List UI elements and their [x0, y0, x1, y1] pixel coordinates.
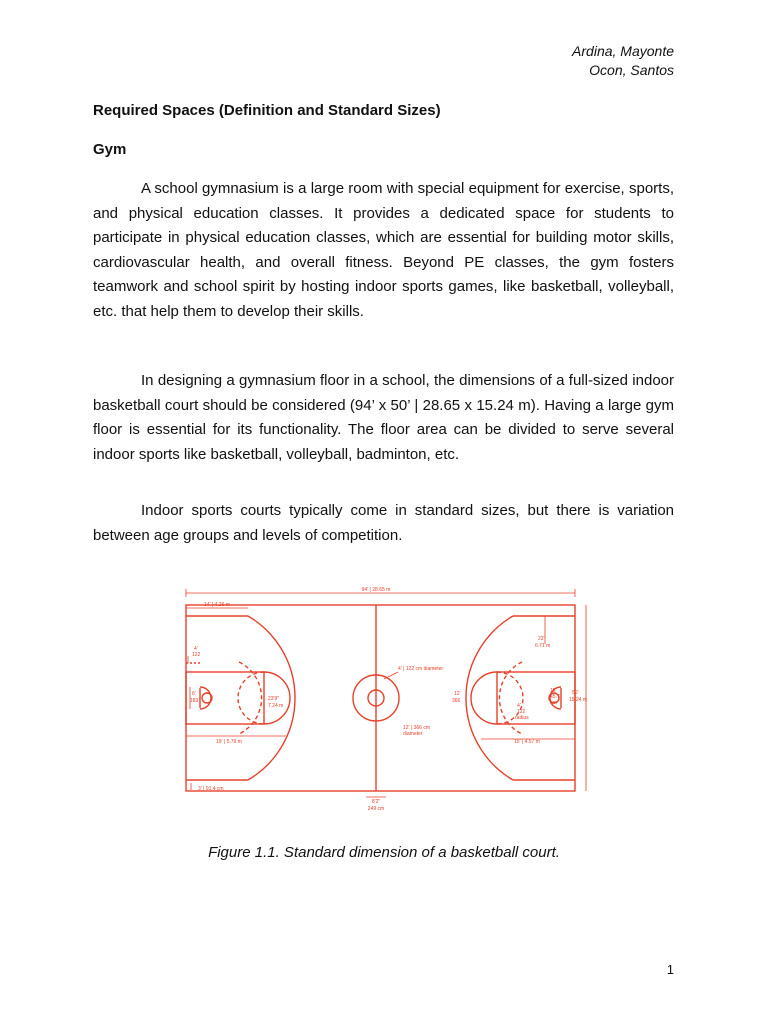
label-board-offset-cm: 122 — [192, 652, 201, 658]
label-ft-distance: 23'9" — [268, 696, 280, 702]
label-ft-circle-2: 45.7 — [550, 694, 560, 700]
label-lane-width-right-cm: 366 — [452, 698, 461, 704]
label-corner: 3' | 91.4 cm — [198, 786, 224, 792]
label-center-circle: 4' | 122 cm diameter — [398, 666, 444, 672]
label-center-big-circle-2: diameter — [403, 731, 423, 737]
right-lane — [497, 672, 575, 724]
label-baseline-to-3pt: 14' | 4.26 m — [204, 602, 230, 608]
label-ft-distance-m: 7.24 m — [268, 703, 284, 709]
label-restricted-2: 122 — [517, 709, 526, 715]
court-boundary — [186, 605, 575, 791]
label-three-point-radius: 22' — [538, 636, 545, 642]
right-ft-circle — [471, 672, 497, 724]
label-width: 50' — [572, 690, 579, 696]
label-bench-1: 8'2" — [371, 799, 381, 805]
author-line-1: Ardina, Mayonte — [572, 43, 674, 59]
label-lane-length-right: 15' | 4.57 m — [514, 739, 540, 745]
paragraph-court-dimensions: In designing a gymnasium floor in a school, the dimensions of a full-sized indoor basketball court should be considered (94’ x 50’ | 28.65 x 15.24 m). Having a large gym floor is essential for its functionality. The floor area can be divided to serve several indoor sports like basketball, volleyball, badminton, etc. — [93, 372, 674, 463]
paragraph-gym-definition: A school gymnasium is a large room with special equipment for exercise, sports, and physical education classes. It provides a dedicated space for students to participate in physical education classes, which are essential for building motor skills, cardiovascular health, and overall fitness. Beyond PE classes, the gym fosters teamwork and school spirit by hosting indoor sports games, like basketball, volleyball, etc. that help them to develop their skills. — [93, 180, 674, 320]
label-restricted-3: radius — [515, 715, 529, 721]
figure-caption: Figure 1.1. Standard dimension of a basketball court. — [208, 844, 560, 861]
gym-subheading: Gym — [93, 141, 127, 158]
label-board-offset: 4' — [194, 646, 198, 652]
label-ft-circle-1: 15' — [550, 688, 557, 694]
author-line-2: Ocon, Santos — [589, 62, 674, 78]
label-lane-width-right: 12' — [454, 691, 461, 697]
label-lane-length-left: 19' | 5.79 m — [216, 739, 242, 745]
label-lane-width-left: 6' — [192, 691, 196, 697]
label-three-point-radius-m: 6.71 m — [535, 643, 551, 649]
basketball-court-diagram — [176, 584, 592, 814]
page-number: 1 — [666, 962, 674, 977]
label-restricted-1: 4' — [517, 703, 521, 709]
label-ft-circle-3: cm — [550, 700, 557, 706]
left-ft-circle-dashed — [238, 672, 264, 724]
label-lane-width-left-cm: 183 — [190, 698, 199, 704]
label-width-m: 15.24 m — [569, 697, 588, 703]
label-center-big-circle: 12' | 366 cm — [403, 725, 430, 731]
right-three-point-arc — [466, 616, 513, 780]
section-heading: Required Spaces (Definition and Standard Sizes) — [93, 102, 441, 119]
author-names — [572, 42, 674, 80]
label-length: 94' | 28.65 m — [361, 587, 391, 593]
paragraph-standard-sizes: Indoor sports courts typically come in standard sizes, but there is variation between age groups and levels of competition. — [93, 502, 674, 544]
label-bench-2: 249 cm — [367, 806, 385, 812]
